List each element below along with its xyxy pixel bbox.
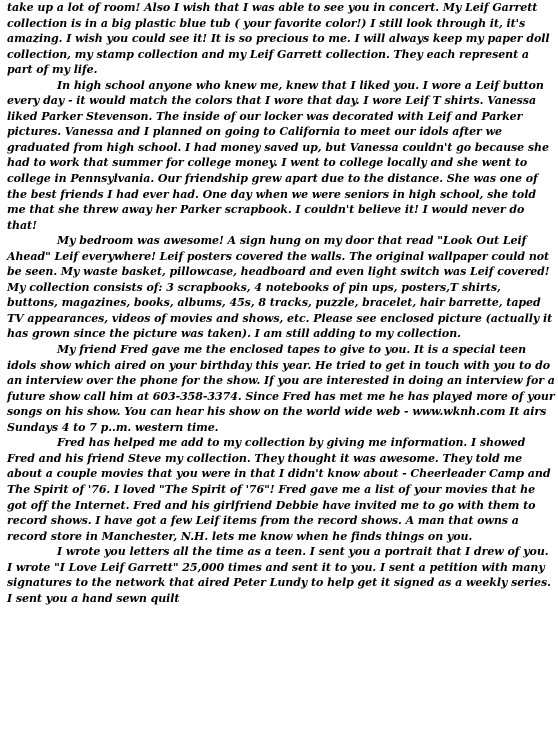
paragraph-bedroom: My bedroom was awesome! A sign hung on my door that read "Look Out Leif Ahead" Leif everywhere! Leif posters covered the walls. The original wallpaper could not be seen. My waste basket, pillowcase, headboard and even light switch was Leif covered! My collection consists of: 3 scrapbooks, 4 notebooks of pin ups, posters,T shirts, buttons, magazines, books, albums, 45s, 8 tracks, puzzle, bracelet, hair barrette, taped TV appearances, videos of movies and shows, etc. Please see enclosed picture (actually it has grown since the picture was taken). I am still adding to my collection. [7,234,553,341]
paragraph-teen-letters: I wrote you letters all the time as a teen. I sent you a portrait that I drew of you. I wrote "I Love Leif Garrett" 25,000 times and sent it to you. I sent a petition with many signatures to the network that aired Peter Lundy to help get it signed as a weekly series. I sent you a hand sewn quilt [7,545,551,605]
paragraph-collection-tub: take up a lot of room! Also I wish that I was able to see you in concert. My Leif Garrett collection is in a big plastic blue tub ( your favorite color!) I still look through it, it's amazing. I wish you could see it! It is so precious to me. I will always keep my paper doll collection, my stamp collection and my Leif Garrett collection. They each represent a part of my life. [7,1,550,77]
paragraph-fred-tapes: My friend Fred gave me the enclosed tapes to give to you. It is a special teen idols show which aired on your birthday this year. He tried to get in touch with you to do an interview over the phone for the show. If you are interested in doing an interview for a future show call him at 603-358-3374. Since Fred has met me he has played more of your songs on his show. You can hear his show on the world wide web - www.wknh.com It airs Sundays 4 to 7 p..m. western time. [7,343,555,434]
paragraph-fred-collection: Fred has helped me add to my collection by giving me information. I showed Fred and his friend Steve my collection. They thought it was awesome. They told me about a couple movies that you were in that I didn't know about - Cheerleader Camp and The Spirit of '76. I loved "The Spirit of '76"! Fred gave me a list of your movies that he got off the Internet. Fred and his girlfriend Debbie have invited me to go with them to record shows. I have got a few Leif items from the record shows. A man that owns a record store in Manchester, N.H. lets me know when he finds things on you. [7,436,551,543]
paragraph-high-school: In high school anyone who knew me, knew that I liked you. I wore a Leif button every day - it would match the colors that I wore that day. I wore Leif T shirts. Vanessa liked Parker Stevenson. The inside of our locker was decorated with Leif and Parker pictures. Vanessa and I planned on going to California to meet our idols after we graduated from high school. I had money saved up, but Vanessa couldn't go because she had to work that summer for college money. I went to college locally and she went to college in Pennsylvania. Our friendship grew apart due to the distance. She was one of the best friends I had ever had. One day when we were seniors in high school, she told me that she threw away her Parker scrapbook. I couldn't believe it! I would never do that! [7,78,549,232]
